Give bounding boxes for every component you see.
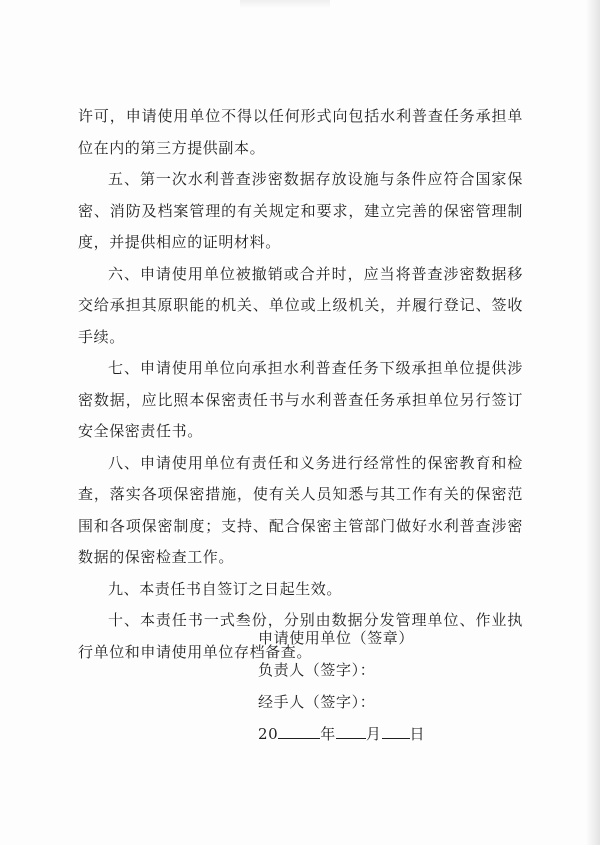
responsible-person-signature-line: 负责人（签字）： [258,661,376,679]
day-label: 日 [409,725,426,743]
paragraph-clause-9: 九、本责任书自签订之日起生效。 [108,579,343,598]
day-blank [382,724,410,739]
paragraph-clause-10: 十、本责任书一式叁份，分别由数据分发管理单位、作业执行单位和申请使用单位存档备查。 [78,611,523,661]
paragraph-clause-5: 五、第一次水利普查涉密数据存放设施与条件应符合国家保密、消防及档案管理的有关规定和要求，建立完善的保密管理制度，并提供相应的证明材料。 [78,170,523,251]
year-blank [278,724,320,739]
handler-signature-line: 经手人（签字）： [258,693,376,711]
paragraph-clause-8: 八、申请使用单位有责任和义务进行经常性的保密教育和检查，落实各项保密措施，使有关人员知悉与其工作有关的保密范围和各项保密制度；支持、配合保密主管部门做好水利普查涉密数据的保密检查工作。 [78,453,523,566]
date-line [258,718,518,750]
month-label: 月 [365,725,382,743]
paragraph-continuation: 许可，申请使用单位不得以任何形式向包括水利普查任务承担单位在内的第三方提供副本。 [78,107,523,157]
paragraph-clause-6: 六、申请使用单位被撤销或合并时，应当将普查涉密数据移交给承担其原职能的机关、单位或上级机关，并履行登记、签收手续。 [78,264,523,346]
applicant-unit-seal-line: 申请使用单位（签章） [258,629,415,647]
scan-shadow-right [586,0,600,845]
month-blank [336,724,366,739]
signature-block [258,622,518,750]
paragraph-clause-7: 七、申请使用单位向承担水利普查任务下级承担单位提供涉密数据，应比照本保密责任书与水利普查任务承担单位另行签订安全保密责任书。 [78,359,523,440]
date-prefix: 20 [258,725,279,743]
year-label: 年 [320,725,336,743]
document-body [78,101,523,668]
scan-shadow-top [240,0,330,8]
